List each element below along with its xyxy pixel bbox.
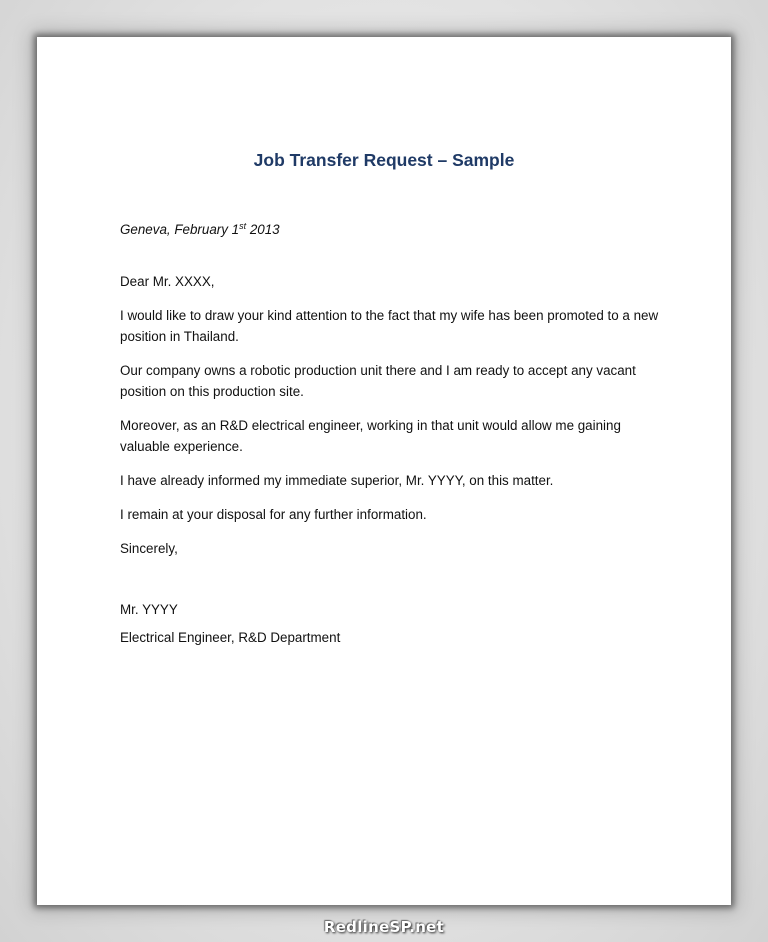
paragraph-5: I remain at your disposal for any further information. (120, 507, 427, 522)
paragraph-1: I would like to draw your kind attention to the fact that my wife has been promoted to a new position in Thailand. (120, 308, 659, 344)
paragraph-4: I have already informed my immediate superior, Mr. YYYY, on this matter. (120, 473, 554, 488)
paragraph-3: Moreover, as an R&D electrical engineer, working in that unit would allow me gaining valuable experience. (120, 418, 621, 454)
closing: Sincerely, (120, 541, 178, 556)
paragraph-2: Our company owns a robotic production unit there and I am ready to accept any vacant position on this production site. (120, 363, 636, 399)
letter-title: Job Transfer Request – Sample (253, 150, 515, 170)
salutation: Dear Mr. XXXX, (120, 274, 215, 289)
letter-date-main: Geneva, February 1 (120, 222, 240, 237)
signature-title: Electrical Engineer, R&D Department (120, 630, 341, 645)
letter-date-ordinal: st (239, 221, 247, 231)
signature-name: Mr. YYYY (120, 602, 178, 617)
letter-date (120, 219, 660, 240)
letter-date-year: 2013 (246, 222, 280, 237)
letter-page (37, 37, 731, 905)
watermark: RedlineSP.net (323, 918, 445, 936)
